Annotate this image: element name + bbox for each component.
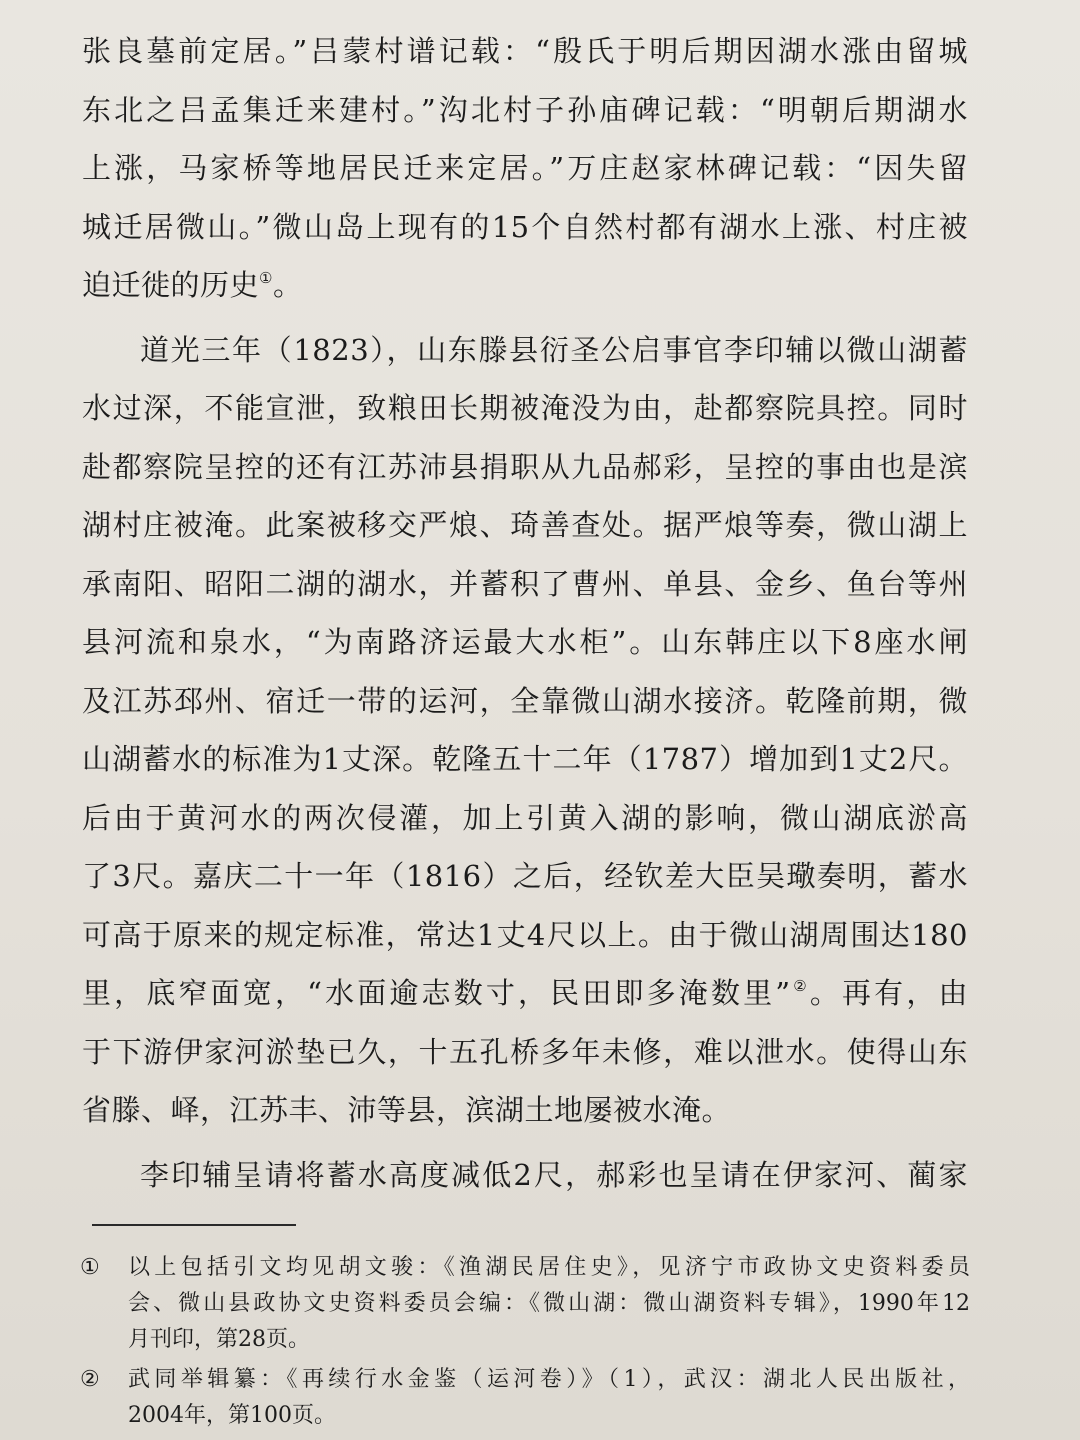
footnotes [80,1250,970,1438]
text-fragment: 。 [272,268,303,302]
paragraph-3 [82,1146,968,1205]
text-line: 了3尺。嘉庆二十一年（1816）之后，经钦差大臣吴璥奏明，蓄水 [82,859,968,893]
footnote-line: 会、微山县政协文史资料委员会编：《微山湖：微山湖资料专辑》，1990年12 [128,1291,970,1316]
text-fragment: 迫迁徙的历史 [82,268,260,302]
footnote-1 [80,1250,970,1358]
footnote-line: 武同举辑纂：《再续行水金鉴（运河卷）》（1），武汉：湖北人民出版社， [128,1367,970,1392]
text-line: 省滕、峄，江苏丰、沛等县，滨湖土地屡被水淹。 [82,1093,732,1127]
text-line: 赴都察院呈控的还有江苏沛县捐职从九品郝彩，呈控的事由也是滨 [82,449,968,484]
text-line [82,256,968,315]
text-line: 可高于原来的规定标准，常达1丈4尺以上。由于微山湖周围达180 [82,917,968,952]
text-fragment: 里，底窄面宽，“水面逾志数寸，民田即多淹数里” [82,976,791,1010]
text-line: 李印辅呈请将蓄水高度减低2尺，郝彩也呈请在伊家河、蔺家 [140,1157,968,1192]
footnote-ref-1[interactable]: ① [259,269,273,287]
text-line: 县河流和泉水，“为南路济运最大水柜”。山东韩庄以下8座水闸 [82,625,968,659]
footnote-divider [92,1224,296,1226]
text-line: 湖村庄被淹。此案被移交严烺、琦善查处。据严烺等奏，微山湖上 [82,508,968,542]
text-line: 山湖蓄水的标准为1丈深。乾隆五十二年（1787）增加到1丈2尺。 [82,742,968,776]
text-fragment: 。再有，由 [809,976,968,1010]
footnote-marker: ② [80,1367,100,1392]
text-line: 于下游伊家河淤垫已久，十五孔桥多年未修，难以泄水。使得山东 [82,1034,968,1069]
text-line: 道光三年（1823），山东滕县衍圣公启事官李印辅以微山湖蓄 [140,332,968,367]
text-line: 水过深，不能宣泄，致粮田长期被淹没为由，赴都察院具控。同时 [82,391,968,425]
main-text [82,22,968,1210]
text-line: 城迁居微山。”微山岛上现有的15个自然村都有湖水上涨、村庄被 [82,209,968,244]
text-line: 及江苏邳州、宿迁一带的运河，全靠微山湖水接济。乾隆前期，微 [82,683,968,718]
text-line: 张良墓前定居。”吕蒙村谱记载：“殷氏于明后期因湖水涨由留城 [82,34,968,68]
text-line: 上涨，马家桥等地居民迁来定居。”万庄赵家林碑记载：“因失留 [82,151,968,185]
paragraph-2 [82,321,968,1140]
footnote-2 [80,1362,970,1434]
text-line: 东北之吕孟集迁来建村。”沟北村子孙庙碑记载：“明朝后期湖水 [82,92,968,127]
footnote-line: 以上包括引文均见胡文骏：《渔湖民居住史》，见济宁市政协文史资料委员 [128,1255,970,1280]
footnote-ref-2[interactable]: ② [790,977,810,995]
text-line: 承南阳、昭阳二湖的湖水，并蓄积了曹州、单县、金乡、鱼台等州 [82,566,968,601]
text-line: 后由于黄河水的两次侵灌，加上引黄入湖的影响，微山湖底淤高 [82,800,968,835]
text-line [82,964,968,1023]
paragraph-1 [82,22,968,315]
footnote-line: 2004年，第100页。 [128,1403,336,1428]
footnote-line: 月刊印，第28页。 [128,1327,310,1352]
footnote-marker: ① [80,1255,100,1280]
